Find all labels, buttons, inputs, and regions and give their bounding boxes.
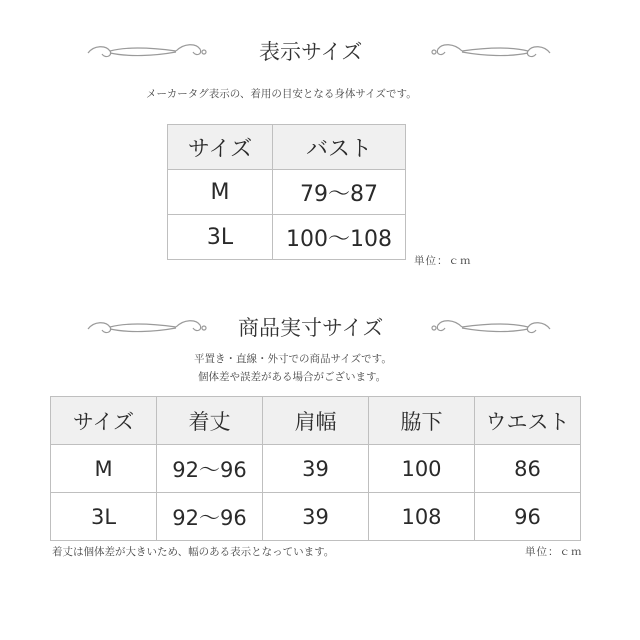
ornament-left (84, 316, 212, 338)
table-cell: 108 (369, 493, 475, 541)
section2-unit: 単位：ｃｍ (525, 546, 583, 558)
table-cell: 100 (369, 445, 475, 493)
table-row (168, 215, 406, 260)
table-cell: 39 (263, 493, 369, 541)
table-cell: M (51, 445, 157, 493)
section2-footnote: 着丈は個体差が大きいため、幅のある表示となっています。 (52, 546, 335, 558)
table-cell: 92〜96 (157, 493, 263, 541)
section1-unit: 単位：ｃｍ (414, 255, 472, 267)
section2-description-line1: 平置き・直線・外寸での商品サイズです。 (194, 353, 392, 365)
header-cell: サイズ (168, 125, 273, 170)
table-cell: 3L (51, 493, 157, 541)
table-cell: 3L (168, 215, 273, 260)
table-row (51, 493, 581, 541)
table-cell: 39 (263, 445, 369, 493)
header-cell: 脇下 (369, 397, 475, 445)
header-cell: ウエスト (475, 397, 581, 445)
section1-description: メーカータグ表示の、着用の目安となる身体サイズです。 (146, 88, 417, 100)
display-size-table (167, 124, 406, 260)
ornament-right (426, 40, 554, 62)
section2-description-line2: 個体差や誤差がある場合がございます。 (198, 371, 387, 383)
table-row (168, 170, 406, 215)
section1-title: 表示サイズ (259, 40, 363, 64)
table-cell: 100〜108 (273, 215, 406, 260)
table-cell: 79〜87 (273, 170, 406, 215)
table-row (51, 445, 581, 493)
section2-title: 商品実寸サイズ (238, 316, 384, 340)
table-cell: M (168, 170, 273, 215)
table-cell: 86 (475, 445, 581, 493)
header-cell: 着丈 (157, 397, 263, 445)
product-size-table (50, 396, 581, 541)
table-cell: 92〜96 (157, 445, 263, 493)
table-cell: 96 (475, 493, 581, 541)
table-header-row (168, 125, 406, 170)
table-header-row (51, 397, 581, 445)
header-cell: サイズ (51, 397, 157, 445)
ornament-left (84, 40, 212, 62)
header-cell: バスト (273, 125, 406, 170)
header-cell: 肩幅 (263, 397, 369, 445)
ornament-right (426, 316, 554, 338)
